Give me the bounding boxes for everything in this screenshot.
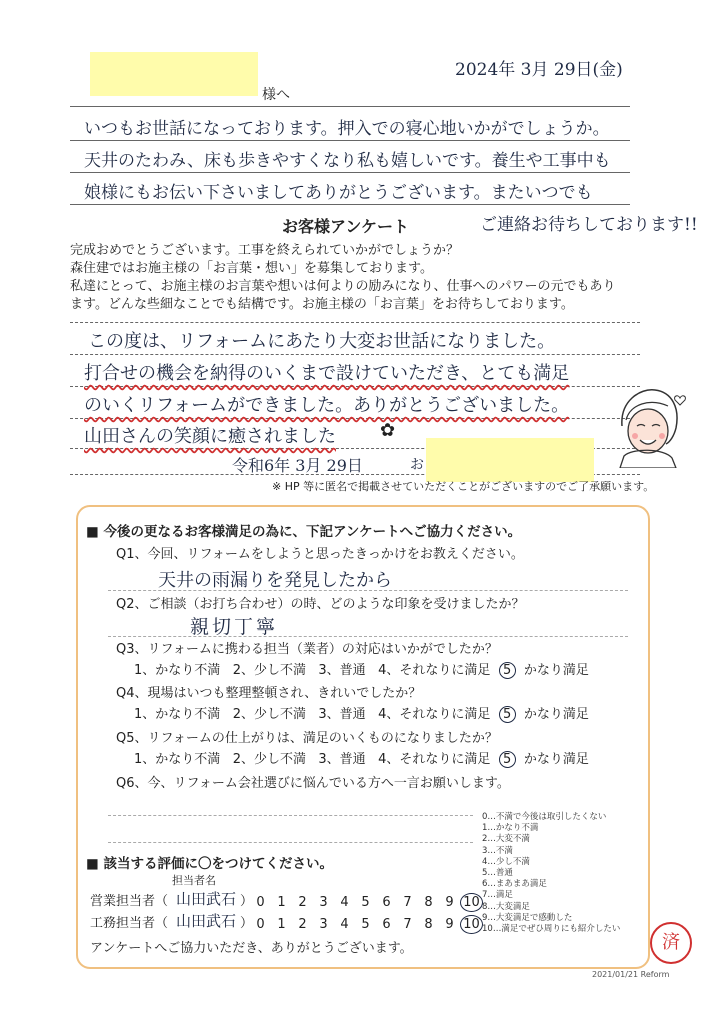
- comment-date-suffix: お: [410, 457, 424, 473]
- survey-intro-4: ます。どんな些細なことでも結構です。お施主様の「お言葉」をお待ちしております。: [70, 297, 574, 312]
- rating-heading: ■ 該当する評価に〇をつけてください。: [86, 856, 333, 872]
- letter-line-4: ご連絡お待ちしております!!: [480, 215, 698, 235]
- works-name: 山田武石: [176, 912, 237, 930]
- q3-scale: 1、かなり不満 2、少し不満 3、普通 4、それなりに満足 5 かなり満足: [134, 663, 589, 678]
- q5-selected-circle: 5: [499, 751, 516, 768]
- privacy-note: ※ HP 等に匿名で掲載させていただくことがございますのでご了承願います。: [272, 480, 655, 493]
- letter-line-3: 娘様にもお伝い下さいましてありがとうございます。またいつでも: [84, 183, 593, 203]
- survey-intro-3: 私達にとって、お施主様のお言葉や想いは何よりの励みになり、仕事へのパワーの元でもあり: [70, 279, 616, 294]
- comment-line-1: この度は、リフォームにあたり大変お世話になりました。: [88, 331, 556, 352]
- survey-intro-2: 森住建ではお施主様の「お言葉・想い」を募集しております。: [70, 261, 433, 276]
- reviewed-stamp: 済: [650, 922, 692, 964]
- works-selected-10: 10: [460, 915, 483, 934]
- staff-label: 担当者名: [172, 874, 216, 887]
- q1-answer: 天井の雨漏りを発見したから: [158, 570, 392, 591]
- survey-intro-1: 完成おめでとうございます。工事を終えられていかがでしょうか？: [70, 243, 459, 258]
- q3-selected-circle: 5: [499, 662, 516, 679]
- letter-line-2: 天井のたわみ、床も歩きやすくなり私も嬉しいです。養生や工事中も: [84, 151, 611, 171]
- comment-line-3: のいくリフォームができました。ありがとうございました。: [84, 395, 570, 416]
- comment-date: 令和6年 3月 29日: [232, 456, 363, 475]
- sales-selected-10: 10: [460, 893, 483, 912]
- q2-answer: 親切丁寧: [190, 616, 279, 638]
- works-label: 工務担当者（: [90, 916, 169, 931]
- thanks-text: アンケートへご協力いただき、ありがとうございます。: [90, 941, 413, 956]
- q5-scale: 1、かなり不満 2、少し不満 3、普通 4、それなりに満足 5 かなり満足: [134, 752, 589, 767]
- sales-name: 山田武石: [176, 890, 237, 908]
- clover-mark: ✿: [380, 420, 396, 441]
- sales-score-row: 0 1 2 3 4 5 6 7 8 9 10: [250, 893, 483, 912]
- works-score-row: 0 1 2 3 4 5 6 7 8 9 10: [250, 915, 483, 934]
- redacted-signature-box: [426, 438, 594, 482]
- form-footer: 2021/01/21 Reform: [592, 970, 670, 979]
- redacted-name-box: [90, 52, 258, 96]
- q4-text: Q4、現場はいつも整理整頓され、きれいでしたか？: [116, 686, 422, 701]
- q5-text: Q5、リフォームの仕上がりは、満足のいくものになりましたか？: [116, 731, 498, 746]
- letter-salutation: 様へ: [262, 87, 290, 103]
- survey-title: お客様アンケート: [282, 217, 410, 236]
- sales-label: 営業担当者（: [90, 894, 169, 909]
- q6-text: Q6、今、リフォーム会社選びに悩んでいる方へ一言お願いします。: [116, 776, 510, 791]
- rating-legend: 0…不満で今後は取引したくない 1…かなり不満 2…大変不満 3…不満 4…少し不満 5…普通 6…まあまあ満足 7…満足 8…大変満足 9…大変満足で感動した 10…満足でぜひ周りにも紹介したい: [482, 812, 621, 935]
- q3-text: Q3、リフォームに携わる担当（業者）の対応はいかがでしたか？: [116, 642, 498, 657]
- comment-line-2: 打合せの機会を納得のいくまで設けていただき、とても満足: [84, 363, 570, 384]
- q4-selected-circle: 5: [499, 706, 516, 723]
- comment-line-4: 山田さんの笑顔に癒されました: [84, 426, 336, 447]
- q1-text: Q1、今回、リフォームをしようと思ったきっかけをお教えください。: [116, 547, 524, 562]
- questionnaire-heading: ■ 今後の更なるお客様満足の為に、下記アンケートへご協力ください。: [86, 524, 522, 540]
- letter-date: 2024年 3月 29日(金): [455, 60, 623, 80]
- letter-line-1: いつもお世話になっております。押入での寝心地いかがでしょうか。: [84, 119, 610, 139]
- q2-text: Q2、ご相談（お打ち合わせ）の時、どのような印象を受けましたか？: [116, 597, 525, 612]
- face-doodle-icon: [610, 386, 690, 468]
- q4-scale: 1、かなり不満 2、少し不満 3、普通 4、それなりに満足 5 かなり満足: [134, 707, 589, 722]
